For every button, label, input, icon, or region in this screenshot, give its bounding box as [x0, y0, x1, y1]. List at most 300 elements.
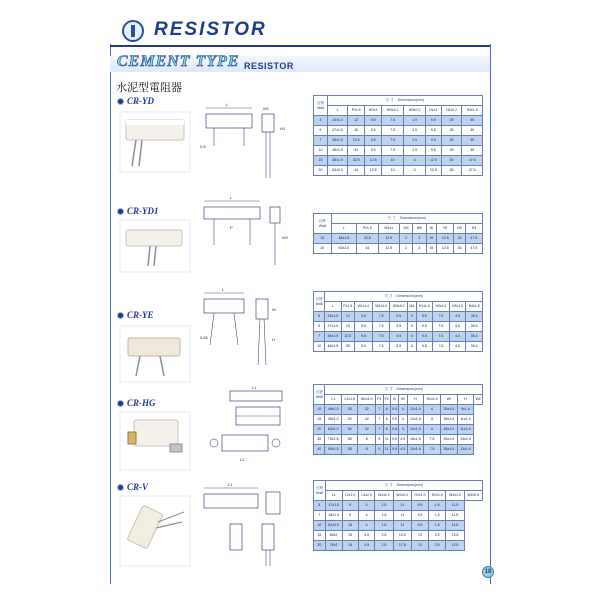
table-cell: 25 [441, 126, 462, 136]
table-cell: 15 [314, 531, 326, 541]
photo-cr-ye [120, 326, 190, 382]
table-cell: 39 [462, 136, 483, 146]
table-cell: 9.5 [426, 136, 442, 146]
drawing-label: L2 [240, 457, 245, 462]
table-cell: 5 [424, 415, 441, 425]
table-cell: 9 [376, 445, 383, 455]
size-label: 尺 寸 [384, 387, 393, 391]
model-name: CR-YE [127, 310, 154, 320]
table-cell: 3 [408, 322, 416, 332]
model-label-cr-ye [117, 310, 154, 320]
table-cell: 83±2 [325, 531, 342, 541]
bullet-icon [117, 484, 124, 491]
table-cell: 44 [357, 244, 378, 254]
drawing-label: L [226, 102, 229, 107]
column-header: W1±1 [378, 224, 399, 234]
table-cell: 2.5 [375, 531, 393, 541]
table-cell: 4.5 [449, 342, 466, 352]
table-cell: 7 [376, 425, 383, 435]
spec-table-cr-v [313, 480, 483, 551]
column-header: P±1.5 [357, 224, 378, 234]
table-row [314, 405, 483, 415]
table-cell: 48±1.0 [325, 405, 342, 415]
photo-cr-hg [120, 412, 190, 470]
drawing-label: L1 [252, 385, 257, 390]
table-cell: 9.5 [426, 126, 442, 136]
table-cell: 32.5 [357, 234, 378, 244]
wattage-label: 瓦特 [318, 218, 326, 223]
table-cell: 35±1.5 [327, 136, 347, 146]
table-cell: 12 [348, 116, 365, 126]
table-cell: 9.5 [426, 146, 442, 156]
table-cell: 15 [314, 415, 325, 425]
column-header: L1 [325, 491, 342, 501]
table-cell: 75±1.5 [325, 435, 342, 445]
table-cell: 32.5 [348, 156, 365, 166]
table-cell: 9.5 [365, 146, 382, 156]
table-cell: 1.9 [404, 146, 426, 156]
brand-title: RESISTOR [154, 19, 267, 40]
table-cell: 4.5 [399, 445, 407, 455]
drawing-label: W1 [263, 106, 269, 111]
table-cell: 7.5 [382, 146, 404, 156]
table-cell: 9 [376, 435, 383, 445]
table-cell: 48±1.0 [325, 415, 342, 425]
table-cell: 1.5 [429, 501, 446, 511]
dimensions-header [331, 214, 482, 224]
table-cell: 11 [383, 445, 390, 455]
table-cell: 15 [426, 234, 437, 244]
table-cell: 35±1.0 [441, 415, 458, 425]
table-cell: 11 [393, 521, 411, 531]
size-label: 尺 寸 [384, 294, 393, 298]
table-row [314, 126, 483, 136]
table-cell: 6 [383, 425, 390, 435]
table-cell: 35±1.0 [441, 435, 458, 445]
table-cell: 75±2 [325, 541, 342, 551]
table-cell: 1.5 [375, 521, 393, 531]
table-cell: 3 [314, 116, 328, 126]
drawing-cr-ye [200, 285, 300, 375]
table-cell: 25 [441, 146, 462, 156]
model-label-cr-yd1 [117, 206, 159, 216]
left-border-line [110, 44, 111, 584]
column-header: H2±1.0 [429, 491, 446, 501]
spec-table-cr-hg [313, 384, 483, 455]
column-header: B [390, 395, 398, 405]
watt-label: Watt [315, 490, 323, 495]
table-cell: 2 [399, 244, 412, 254]
table-cell: 7 [376, 415, 383, 425]
table-cell: 4.5 [449, 322, 466, 332]
table-cell: 48±1.5 [327, 156, 347, 166]
column-header: H2±0.2 [441, 106, 462, 116]
table-row [314, 415, 483, 425]
size-label: 尺 寸 [387, 216, 396, 220]
table-cell: 9.5 [416, 342, 433, 352]
watt-label: Watt [315, 301, 323, 306]
column-header: W0 [413, 224, 426, 234]
column-header: L [327, 106, 347, 116]
column-header: L3±2.0 [358, 491, 374, 501]
table-cell: 7.5 [424, 445, 441, 455]
column-header: W1±1.0 [358, 395, 376, 405]
column-header: P1 [376, 395, 383, 405]
table-cell: 5.5 [390, 342, 408, 352]
table-cell: 10 [314, 342, 325, 352]
dimensions-header [325, 385, 483, 395]
table-cell: 47.5 [465, 244, 482, 254]
table-cell: 2.5 [375, 541, 393, 551]
table-cell: 34 [348, 146, 365, 156]
table-cell: 5 [342, 501, 358, 511]
table-cell: 4 [399, 425, 407, 435]
table-cell: 7 [314, 511, 326, 521]
table-cell: 15±1.5 [407, 445, 424, 455]
table-cell: 7.5 [372, 312, 390, 322]
table-cell: 6 [424, 405, 441, 415]
table-cell: 8 [358, 445, 376, 455]
table-cell: 6 [424, 425, 441, 435]
table-cell: 10 [314, 521, 326, 531]
column-header: W2±0.2 [393, 491, 411, 501]
table-cell: 12±1.5 [407, 425, 424, 435]
wattage-header [314, 385, 325, 405]
column-header: H3 [465, 224, 482, 234]
table-cell: 1.9 [404, 136, 426, 146]
table-cell: 1.9 [404, 116, 426, 126]
table-cell: 13 [411, 531, 428, 541]
table-cell: 15 [342, 521, 358, 531]
table-row [314, 136, 483, 146]
column-header: W1±1 [365, 106, 382, 116]
bullet-icon [117, 98, 124, 105]
table-cell: 7.5 [433, 332, 450, 342]
table-cell: 48±1.5 [331, 234, 356, 244]
table-cell: 4.5 [449, 332, 466, 342]
column-header: W1±1.0 [355, 302, 373, 312]
table-row [314, 312, 483, 322]
table-cell: 25 [441, 116, 462, 126]
table-cell: 9.5 [365, 116, 382, 126]
photo-cr-yd1 [120, 220, 190, 272]
table-cell: 15±1.5 [407, 435, 424, 445]
watt-label: Watt [315, 394, 323, 399]
table-cell: 4.5 [358, 541, 374, 551]
table-cell: 38 [342, 435, 358, 445]
table-cell: 32 [358, 405, 376, 415]
table-cell: 17.5 [393, 541, 411, 551]
table-cell: 63±2.0 [331, 244, 356, 254]
table-cell: 4.5 [449, 312, 466, 322]
table-cell: 12.5 [365, 156, 382, 166]
table-cell: 39.4 [466, 332, 483, 342]
table-cell: 39.4 [466, 342, 483, 352]
table-cell: 5 [314, 126, 328, 136]
table-cell: 30 [441, 166, 462, 176]
column-header: H [457, 395, 474, 405]
table-cell: 13±1.0 [457, 435, 474, 445]
table-cell: 13.5 [446, 531, 464, 541]
table-cell: 35 [341, 342, 355, 352]
table-row [314, 435, 483, 445]
column-header: W0±0.2 [382, 106, 404, 116]
spec-table-cr-ye [313, 291, 483, 352]
table-cell: 4 [358, 511, 374, 521]
column-header: WI [441, 395, 458, 405]
model-label-cr-hg [117, 398, 156, 408]
drawing-label: 0.8 [200, 144, 206, 149]
drawing-label: P [230, 225, 233, 230]
table-cell: 39.4 [466, 312, 483, 322]
wattage-header [314, 292, 325, 312]
table-cell: 10 [382, 166, 404, 176]
table-cell: 48±1.5 [327, 146, 347, 156]
table-row [314, 342, 483, 352]
table-cell: 15 [342, 541, 358, 551]
table-row [314, 531, 483, 541]
table-cell: 7 [314, 332, 325, 342]
table-cell: 27±1.0 [327, 126, 347, 136]
table-cell: 12.5 [378, 234, 399, 244]
column-header: H2±0.2 [433, 302, 450, 312]
table-cell: 7.5 [433, 342, 450, 352]
table-cell: 13±1.0 [457, 445, 474, 455]
column-header: H1±1 [426, 106, 442, 116]
table-cell: 6 [383, 405, 390, 415]
table-cell: 1.5 [375, 501, 393, 511]
table-cell: 9±1.0 [457, 405, 474, 415]
column-header: W3±1.0 [446, 491, 464, 501]
photo-cr-v [120, 496, 190, 566]
drawing-cr-hg [200, 385, 300, 475]
model-name: CR-YD1 [127, 206, 159, 216]
table-cell: 7.5 [382, 116, 404, 126]
column-header: W2±0.5 [464, 491, 482, 501]
column-header: W3±0.2 [390, 302, 408, 312]
table-cell: 7.5 [433, 322, 450, 332]
table-cell: 10 [314, 146, 328, 156]
table-cell: 44 [348, 166, 365, 176]
table-cell: 9.5 [416, 322, 433, 332]
dimensions-header [325, 481, 482, 491]
table-cell: 7.5 [372, 322, 390, 332]
table-cell: 24±1.0 [325, 312, 341, 322]
table-cell: 22.5 [348, 136, 365, 146]
dimensions-header [327, 96, 482, 106]
drawing-label: H [272, 337, 275, 342]
drawing-label: W2 [282, 235, 288, 240]
table-cell: 35±1.0 [441, 445, 458, 455]
table-cell: 9.5 [390, 405, 398, 415]
table-cell: 5 [314, 501, 326, 511]
table-cell: 7.5 [382, 126, 404, 136]
column-header: W [426, 224, 437, 234]
table-cell: 22.5 [341, 332, 355, 342]
table-cell: 15 [348, 126, 365, 136]
table-row [314, 166, 483, 176]
table-cell: 9.5 [411, 511, 428, 521]
table-cell: 35±1.0 [441, 425, 458, 435]
table-cell: 3 [404, 166, 426, 176]
column-header: H4±1.5 [466, 302, 483, 312]
table-cell: 13 [411, 541, 428, 551]
column-header: H3±1.0 [449, 302, 466, 312]
table-cell: 11±1.0 [457, 415, 474, 425]
drawing-label: H1 [280, 126, 286, 131]
model-label-cr-v [117, 482, 148, 492]
column-header: W2±1.0 [372, 302, 390, 312]
table-cell: 32 [358, 415, 376, 425]
table-cell: 5.5 [390, 332, 408, 342]
table-cell: 63±2.0 [327, 166, 347, 176]
table-cell: 9.5 [411, 501, 428, 511]
table-cell: 9.5 [355, 322, 373, 332]
table-cell: 5 [314, 312, 325, 322]
table-cell: 12.5 [437, 244, 454, 254]
table-cell: 9.5 [411, 521, 428, 531]
table-cell: 4.5 [358, 531, 374, 541]
table-cell: 2.5 [429, 531, 446, 541]
model-name: CR-V [127, 482, 149, 492]
table-cell: 20 [314, 425, 325, 435]
wattage-header [314, 481, 326, 501]
table-cell: 7.5 [433, 312, 450, 322]
table-cell: 4 [358, 521, 374, 531]
table-cell: 11.5 [446, 501, 464, 511]
table-cell: 12±1.5 [407, 405, 424, 415]
table-cell: 30 [314, 435, 325, 445]
column-header: H2 [454, 224, 466, 234]
column-header: W3±0.2 [404, 106, 426, 116]
photo-cr-yd [120, 112, 190, 172]
table-row [314, 244, 483, 254]
table-row [314, 234, 483, 244]
table-cell: 14.5 [393, 531, 411, 541]
column-header: L [331, 224, 356, 234]
table-cell: 9.5 [390, 425, 398, 435]
table-cell: 2 [399, 234, 412, 244]
table-cell: 12 [341, 312, 355, 322]
table-cell: 39 [462, 116, 483, 126]
table-cell: 17±1.0 [325, 501, 342, 511]
table-cell: 39 [462, 126, 483, 136]
dimensions-header [325, 292, 483, 302]
column-header: W1±0.2 [375, 491, 393, 501]
table-row [314, 521, 483, 531]
table-cell: 27±1.0 [325, 322, 341, 332]
table-cell: 12.5 [426, 166, 442, 176]
table-cell: 2.5 [429, 541, 446, 551]
table-cell: 9.5 [390, 445, 398, 455]
table-cell: 9.5 [355, 342, 373, 352]
wattage-header [314, 96, 328, 116]
table-row [314, 541, 483, 551]
table-cell: 9.5 [416, 332, 433, 342]
chinese-title: 水泥型電阻器 [116, 81, 182, 94]
drawing-label: L1 [228, 482, 233, 487]
table-cell: 47.5 [462, 156, 483, 166]
table-cell: 18±1.0 [325, 511, 342, 521]
table-cell: 9.5 [355, 312, 373, 322]
column-header: P±1.5 [348, 106, 365, 116]
column-header: H2 [399, 395, 407, 405]
table-row [314, 116, 483, 126]
column-header: L2±1.5 [342, 395, 358, 405]
table-cell: 1.5 [375, 511, 393, 521]
table-cell: 7.5 [382, 136, 404, 146]
table-cell: 63±1.0 [325, 425, 342, 435]
column-header: H3±1.5 [462, 106, 483, 116]
table-cell: 10 [382, 156, 404, 166]
table-cell: 38 [342, 445, 358, 455]
table-cell: 20 [314, 541, 326, 551]
wattage-header [314, 214, 332, 234]
drawing-cr-yd [200, 100, 300, 185]
table-row [314, 445, 483, 455]
bullet-icon [117, 208, 124, 215]
table-cell: 90±1.5 [325, 445, 342, 455]
column-header: L [325, 302, 341, 312]
column-header: L2±2.0 [342, 491, 358, 501]
table-cell: 20 [314, 244, 332, 254]
column-header: W2 [399, 224, 412, 234]
spec-table-cr-yd1 [313, 213, 483, 254]
table-cell: 7.5 [424, 435, 441, 445]
table-cell: 4 [358, 501, 374, 511]
table-cell: 5 [342, 511, 358, 521]
drawing-label: W [272, 307, 276, 312]
dimensions-label: Dimensions(mm) [396, 294, 423, 298]
table-cell: 12±1.5 [407, 415, 424, 425]
column-header: W4 [408, 302, 416, 312]
table-cell: 39 [462, 146, 483, 156]
table-cell: 7.5 [372, 332, 390, 342]
table-cell: 24±1.0 [327, 116, 347, 126]
right-border-line [490, 44, 491, 584]
size-label: 尺 寸 [384, 483, 393, 487]
table-cell: 1.9 [404, 126, 426, 136]
table-cell: 8 [358, 435, 376, 445]
table-cell: 5.5 [390, 322, 408, 332]
table-cell: 52±2.0 [325, 521, 342, 531]
watt-label: Watt [316, 105, 325, 110]
table-cell: 35±1.0 [441, 405, 458, 415]
table-cell: 7 [376, 405, 383, 415]
table-cell: 3 [404, 156, 426, 166]
table-row [314, 332, 483, 342]
table-cell: 7 [314, 136, 328, 146]
column-header: L1 [325, 395, 342, 405]
table-cell: 15 [426, 244, 437, 254]
table-cell: 9.5 [365, 126, 382, 136]
table-cell: 10 [314, 405, 325, 415]
table-cell: 12.5 [365, 166, 382, 176]
table-cell: 15 [314, 156, 328, 166]
spec-table-cr-yd [313, 95, 483, 176]
table-cell: 47.5 [462, 166, 483, 176]
table-cell: 40 [314, 445, 325, 455]
table-cell: 25 [441, 136, 462, 146]
table-cell: 5.5 [390, 312, 408, 322]
column-header: H1±1.0 [416, 302, 433, 312]
model-name: CR-YD [127, 96, 154, 106]
table-cell: 15 [342, 531, 358, 541]
table-cell: 12.5 [378, 244, 399, 254]
dimensions-label: Dimensions(mm) [396, 387, 423, 391]
column-header: H1±1.0 [424, 395, 441, 405]
table-cell: 3 [408, 332, 416, 342]
